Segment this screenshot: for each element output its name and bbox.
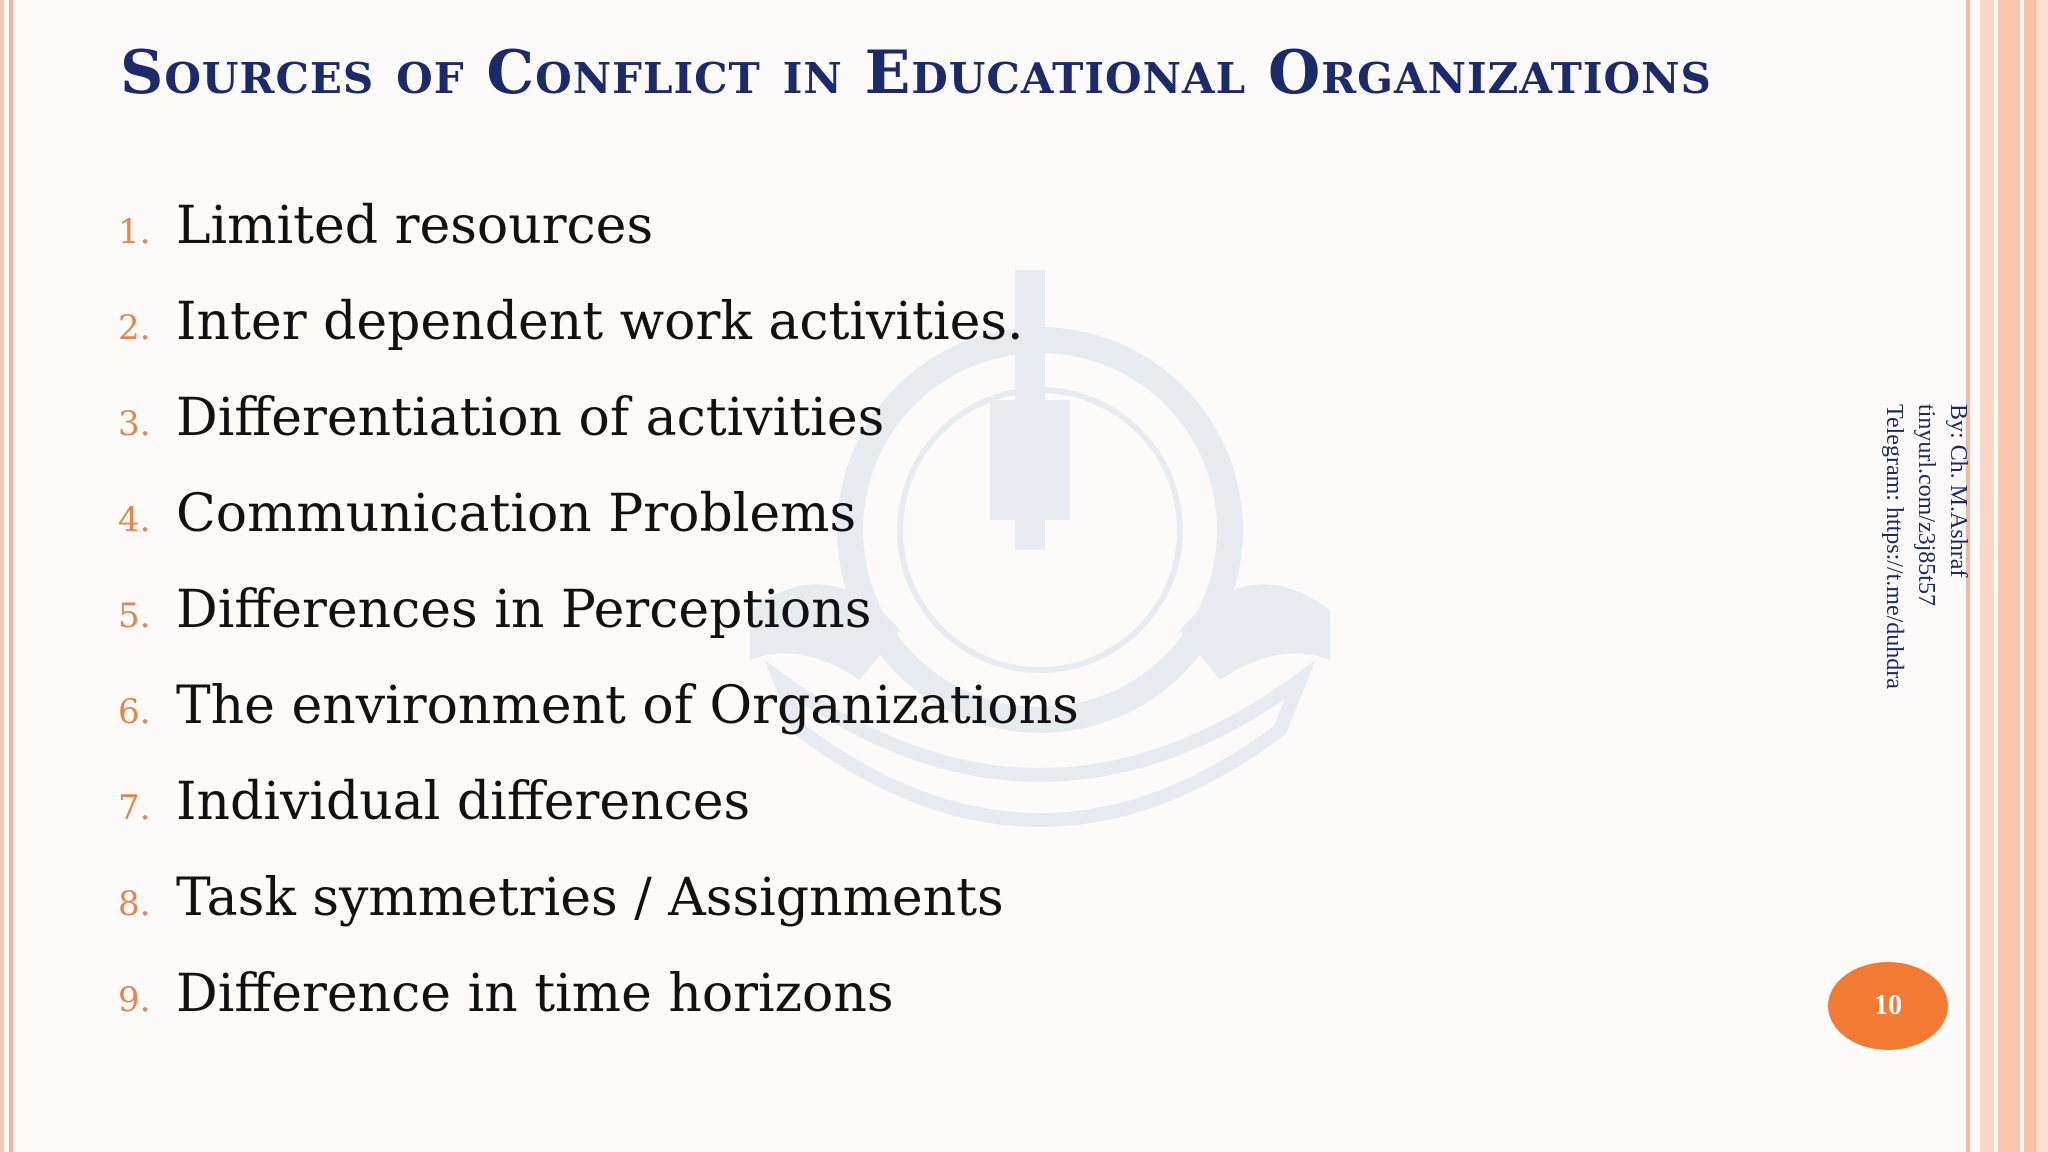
- list-item-text: Limited resources: [176, 196, 654, 256]
- author-credit-line: tinyurl.com/z3j85t57: [1913, 404, 1939, 606]
- list-item-text: Task symmetries / Assignments: [176, 868, 1004, 928]
- list-item-number: 1.: [118, 212, 151, 252]
- list-item: [118, 196, 1079, 292]
- list-item: [118, 676, 1079, 772]
- list-item-number: 2.: [118, 308, 151, 348]
- list-item-number: 7.: [118, 788, 151, 828]
- left-border-decoration: [0, 0, 18, 1152]
- list-item: [118, 772, 1079, 868]
- list-item-text: Communication Problems: [176, 484, 857, 544]
- list-item: [118, 484, 1079, 580]
- author-credit: [1878, 404, 1974, 689]
- list-item-number: 6.: [118, 692, 151, 732]
- list-item-number: 4.: [118, 500, 151, 540]
- list-item: [118, 388, 1079, 484]
- slide-title: Sources of Conflict in Educational Organizations: [120, 38, 1712, 108]
- list-item-number: 8.: [118, 884, 151, 924]
- list-item-number: 5.: [118, 596, 151, 636]
- list-item: [118, 580, 1079, 676]
- list-item-number: 9.: [118, 980, 151, 1020]
- list-item-text: Difference in time horizons: [176, 964, 894, 1024]
- list-item-text: The environment of Organizations: [176, 676, 1079, 736]
- author-credit-line: By: Ch. M.Ashraf: [1945, 404, 1971, 578]
- list-item-number: 3.: [118, 404, 151, 444]
- list-item: [118, 292, 1079, 388]
- list-item-text: Differentiation of activities: [176, 388, 885, 448]
- list-item: [118, 964, 1079, 1060]
- list-item: [118, 868, 1079, 964]
- sources-list: [118, 196, 1079, 1060]
- page-number-badge: 10: [1828, 962, 1948, 1050]
- list-item-text: Individual differences: [176, 772, 751, 832]
- list-item-text: Inter dependent work activities.: [176, 292, 1024, 352]
- list-item-text: Differences in Perceptions: [176, 580, 872, 640]
- author-credit-line: Telegram: https://t.me/duhdra: [1881, 404, 1907, 689]
